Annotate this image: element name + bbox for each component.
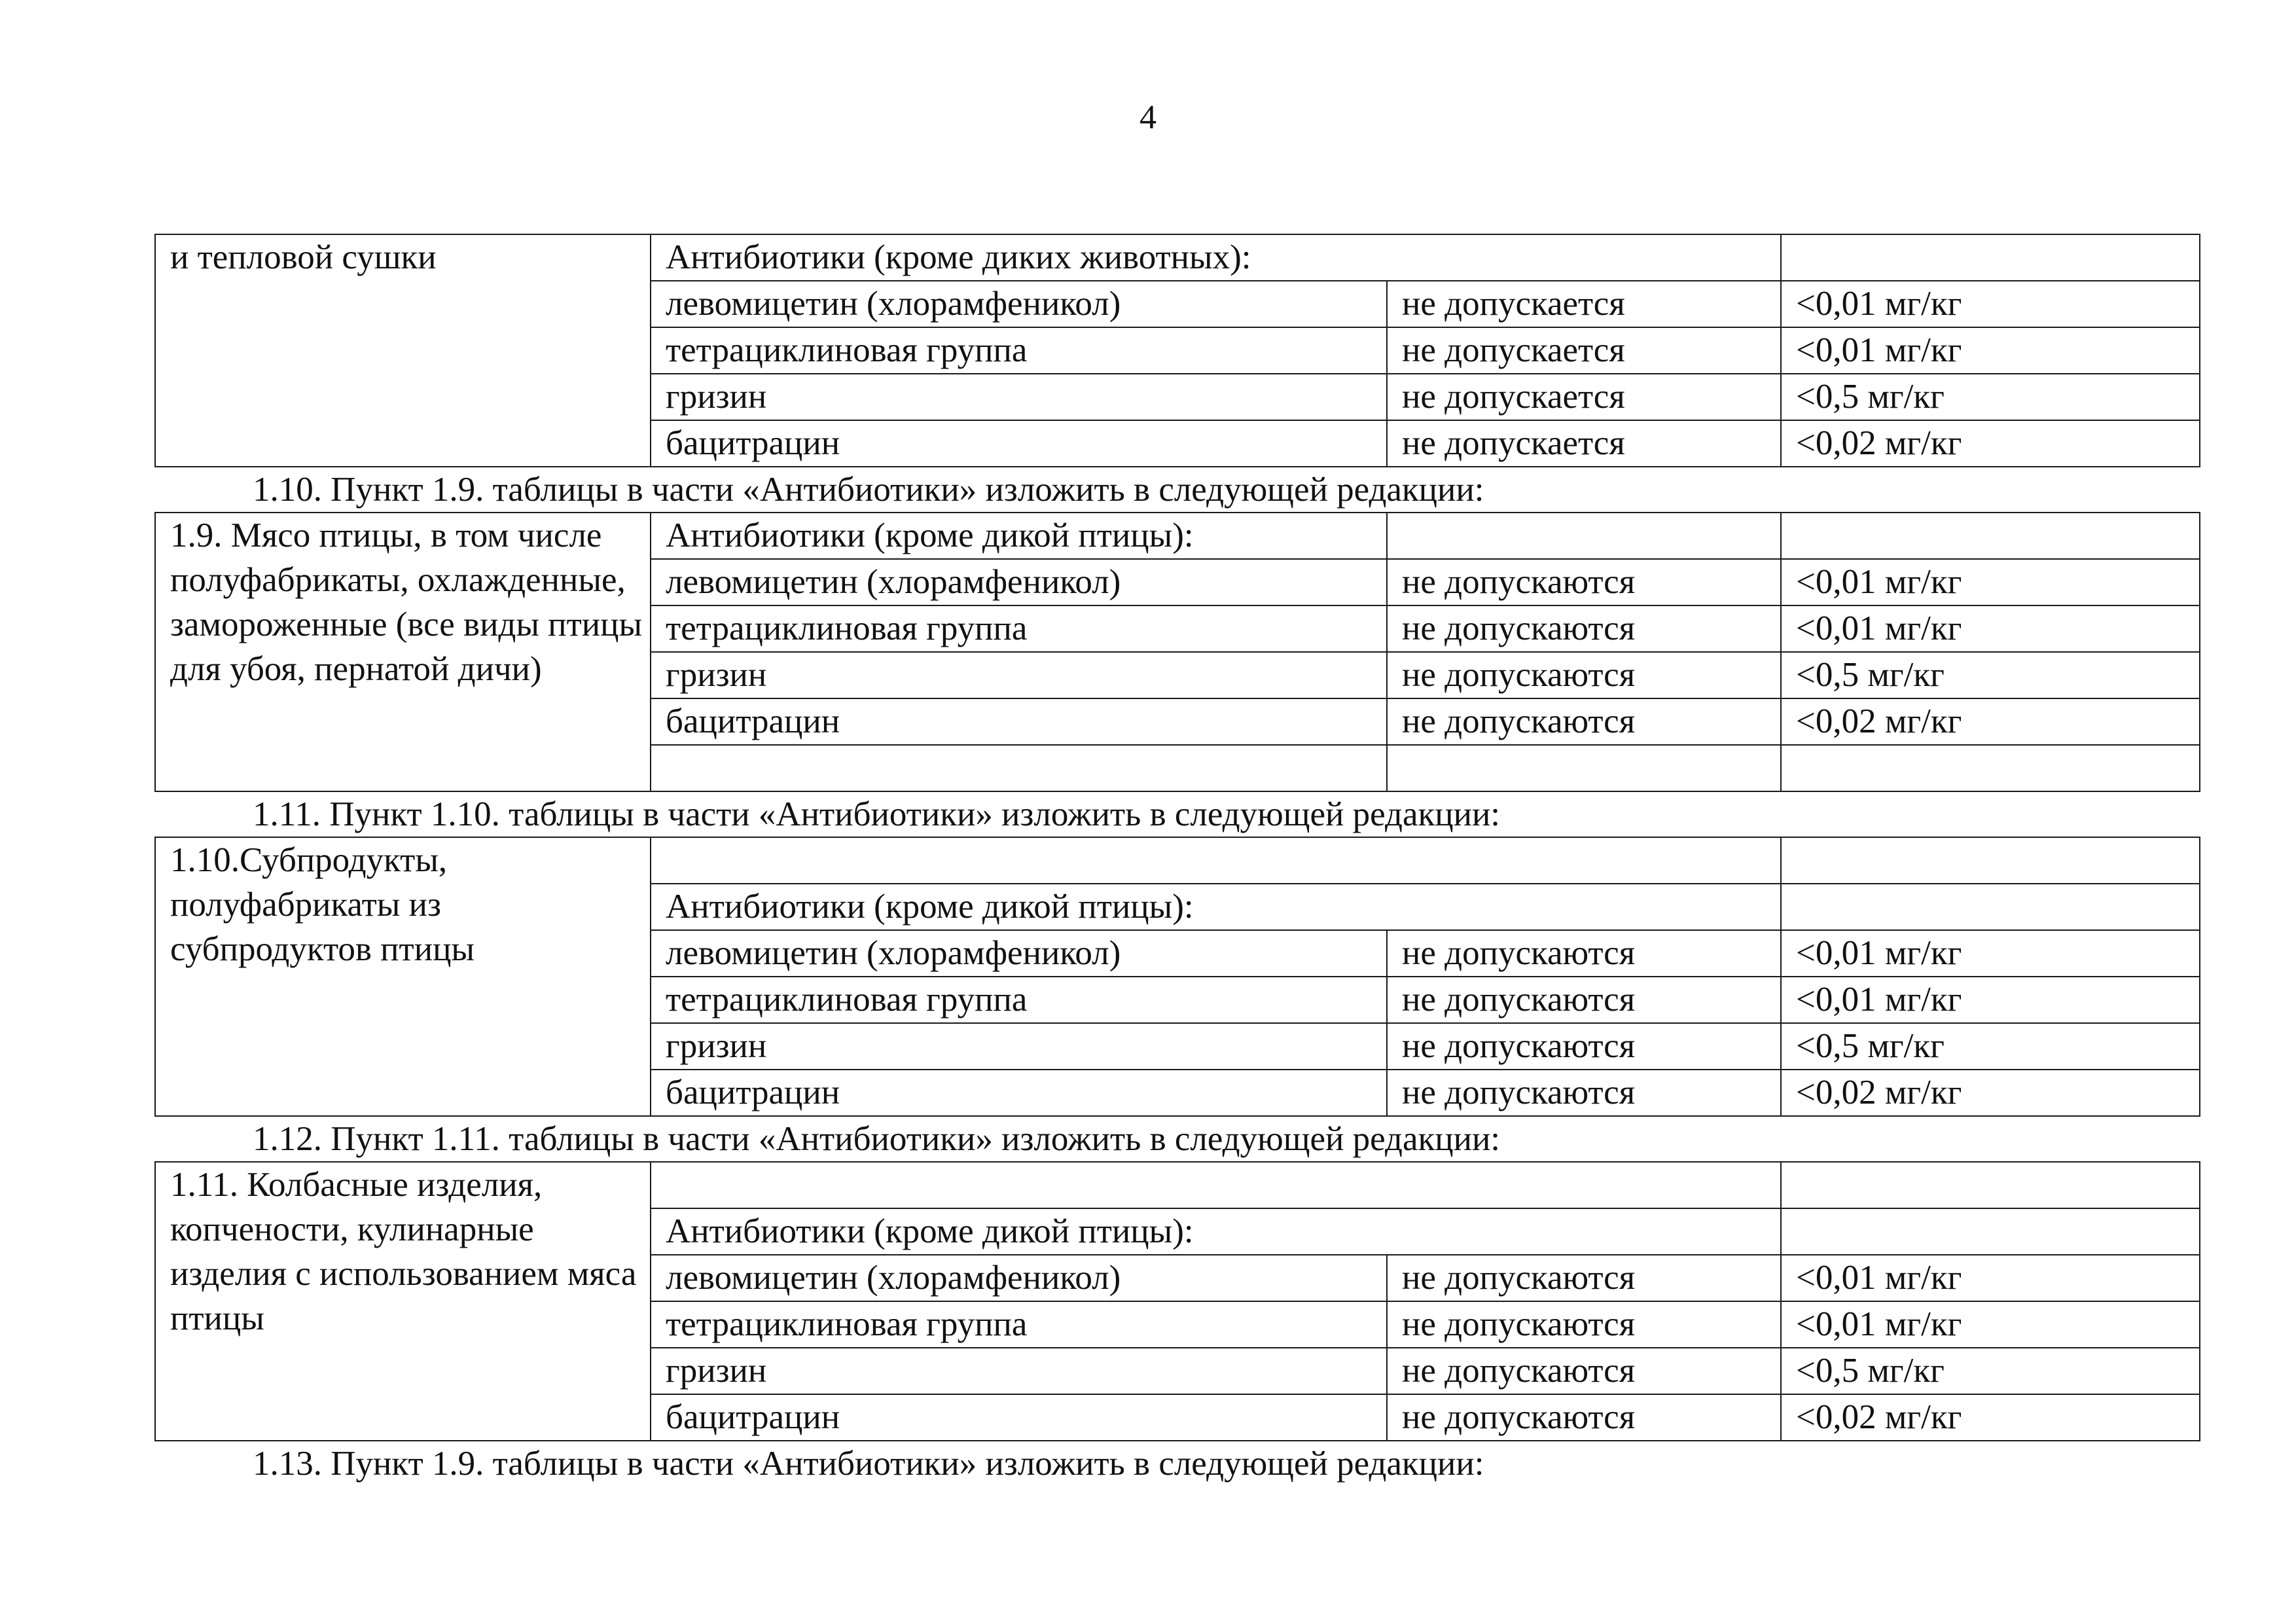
- indicator-cell: бацитрацин: [651, 420, 1387, 467]
- indicator-cell: [651, 745, 1387, 791]
- norm-cell: не допускается: [1387, 374, 1781, 420]
- indicator-cell: тетрациклиновая группа: [651, 605, 1387, 652]
- limit-cell: [1781, 1162, 2200, 1208]
- limit-cell: <0,01 мг/кг: [1781, 605, 2200, 652]
- limit-cell: <0,01 мг/кг: [1781, 281, 2200, 327]
- indicator-cell: тетрациклиновая группа: [651, 1301, 1387, 1348]
- norm-cell: не допускаются: [1387, 977, 1781, 1023]
- limit-cell: <0,02 мг/кг: [1781, 1394, 2200, 1441]
- product-cell: и тепловой сушки: [155, 234, 651, 467]
- table-row: [155, 837, 2200, 884]
- limit-cell: <0,5 мг/кг: [1781, 652, 2200, 698]
- limit-cell: <0,01 мг/кг: [1781, 930, 2200, 977]
- limit-cell: [1781, 1208, 2200, 1255]
- norm-cell: не допускаются: [1387, 698, 1781, 745]
- amendment-paragraph: 1.13. Пункт 1.9. таблицы в части «Антибиотики» изложить в следующей редакции:: [253, 1445, 1484, 1483]
- limit-cell: <0,02 мг/кг: [1781, 420, 2200, 467]
- norm-cell: [1387, 513, 1781, 559]
- table-row: [155, 1162, 2200, 1208]
- indicator-cell: тетрациклиновая группа: [651, 327, 1387, 374]
- norm-cell: не допускается: [1387, 420, 1781, 467]
- indicator-cell: бацитрацин: [651, 1394, 1387, 1441]
- table-row: [155, 513, 2200, 559]
- amendment-paragraph: 1.12. Пункт 1.11. таблицы в части «Антибиотики» изложить в следующей редакции:: [253, 1120, 1501, 1158]
- indicator-cell: левомицетин (хлорамфеникол): [651, 559, 1387, 605]
- limit-cell: <0,5 мг/кг: [1781, 1348, 2200, 1394]
- indicator-cell: бацитрацин: [651, 1070, 1387, 1116]
- norm-cell: не допускаются: [1387, 559, 1781, 605]
- indicator-cell: бацитрацин: [651, 698, 1387, 745]
- document-body: [154, 234, 2199, 1486]
- norm-cell: не допускается: [1387, 327, 1781, 374]
- norm-cell: не допускаются: [1387, 1023, 1781, 1070]
- limit-cell: [1781, 837, 2200, 884]
- indicator-cell: гризин: [651, 1348, 1387, 1394]
- indicator-cell: левомицетин (хлорамфеникол): [651, 930, 1387, 977]
- indicator-cell: левомицетин (хлорамфеникол): [651, 281, 1387, 327]
- indicator-cell: гризин: [651, 1023, 1387, 1070]
- indicator-cell: Антибиотики (кроме диких животных):: [651, 234, 1781, 281]
- limit-cell: <0,5 мг/кг: [1781, 1023, 2200, 1070]
- norm-cell: не допускаются: [1387, 1394, 1781, 1441]
- limit-cell: [1781, 234, 2200, 281]
- regulation-table: [154, 512, 2200, 792]
- limit-cell: [1781, 745, 2200, 791]
- regulation-table: [154, 837, 2200, 1117]
- indicator-cell: [651, 837, 1781, 884]
- amendment-paragraph: 1.10. Пункт 1.9. таблицы в части «Антибиотики» изложить в следующей редакции:: [253, 471, 1484, 509]
- regulation-table: [154, 1161, 2200, 1441]
- limit-cell: <0,5 мг/кг: [1781, 374, 2200, 420]
- norm-cell: не допускаются: [1387, 1301, 1781, 1348]
- product-cell: 1.10.Субпродукты, полуфабрикаты из субпродуктов птицы: [155, 837, 651, 1116]
- amendment-paragraph: 1.11. Пункт 1.10. таблицы в части «Антибиотики» изложить в следующей редакции:: [253, 795, 1501, 833]
- product-cell: 1.9. Мясо птицы, в том числе полуфабрикаты, охлажденные, замороженные (все виды птицы для убоя, пернатой дичи): [155, 513, 651, 791]
- limit-cell: <0,02 мг/кг: [1781, 1070, 2200, 1116]
- indicator-cell: левомицетин (хлорамфеникол): [651, 1255, 1387, 1301]
- norm-cell: не допускается: [1387, 281, 1781, 327]
- norm-cell: не допускаются: [1387, 652, 1781, 698]
- norm-cell: [1387, 745, 1781, 791]
- limit-cell: <0,01 мг/кг: [1781, 1255, 2200, 1301]
- limit-cell: <0,02 мг/кг: [1781, 698, 2200, 745]
- table-row: [155, 234, 2200, 281]
- norm-cell: не допускаются: [1387, 930, 1781, 977]
- norm-cell: не допускаются: [1387, 1348, 1781, 1394]
- indicator-cell: тетрациклиновая группа: [651, 977, 1387, 1023]
- indicator-cell: [651, 1162, 1781, 1208]
- norm-cell: не допускаются: [1387, 1255, 1781, 1301]
- indicator-cell: гризин: [651, 374, 1387, 420]
- norm-cell: не допускаются: [1387, 605, 1781, 652]
- indicator-cell: Антибиотики (кроме дикой птицы):: [651, 884, 1781, 930]
- indicator-cell: гризин: [651, 652, 1387, 698]
- norm-cell: не допускаются: [1387, 1070, 1781, 1116]
- regulation-table: [154, 234, 2200, 467]
- limit-cell: [1781, 513, 2200, 559]
- limit-cell: <0,01 мг/кг: [1781, 977, 2200, 1023]
- page-number: 4: [1139, 99, 1157, 136]
- product-cell: 1.11. Колбасные изделия, копчености, кулинарные изделия с использованием мяса птицы: [155, 1162, 651, 1441]
- indicator-cell: Антибиотики (кроме дикой птицы):: [651, 513, 1387, 559]
- limit-cell: <0,01 мг/кг: [1781, 1301, 2200, 1348]
- limit-cell: <0,01 мг/кг: [1781, 559, 2200, 605]
- indicator-cell: Антибиотики (кроме дикой птицы):: [651, 1208, 1781, 1255]
- limit-cell: [1781, 884, 2200, 930]
- limit-cell: <0,01 мг/кг: [1781, 327, 2200, 374]
